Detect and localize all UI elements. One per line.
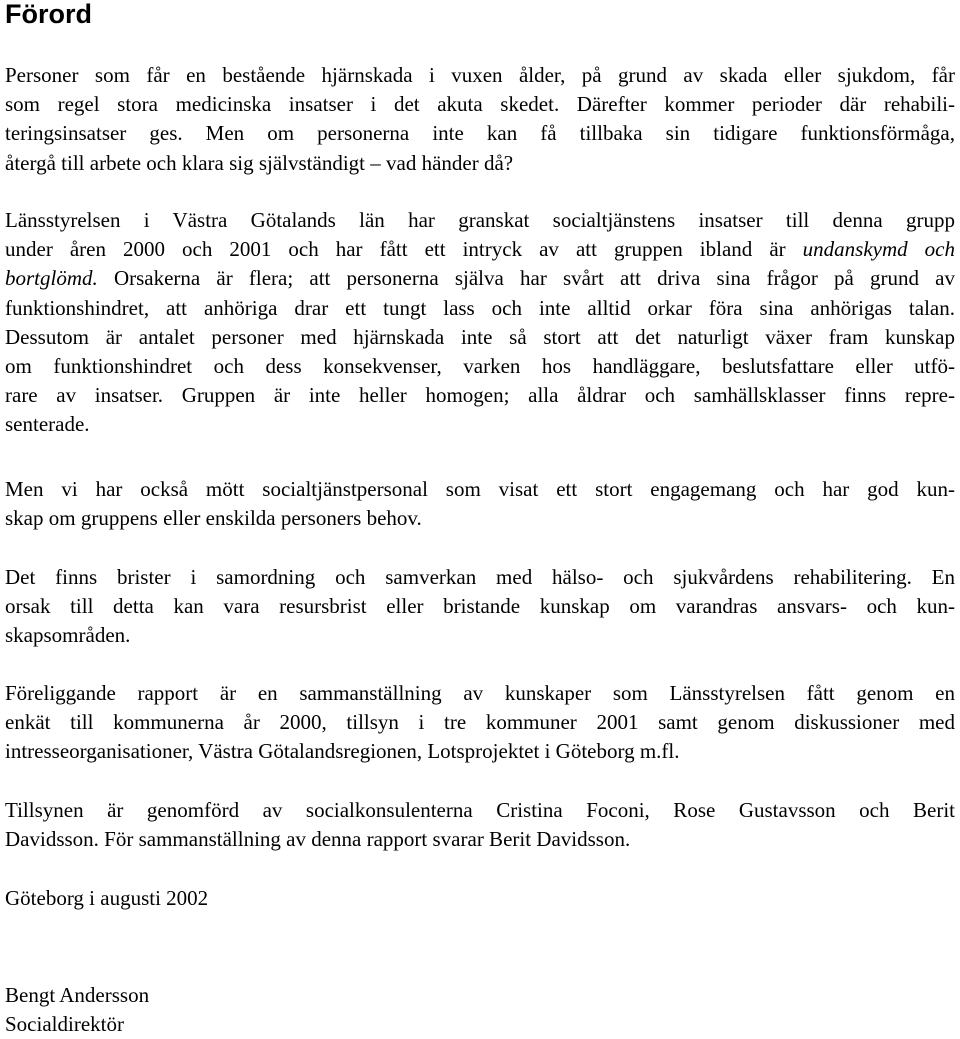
text-line: om funktionshindret och dess konsekvenser, varken hos handläggare, beslutsfattare eller utfö- bbox=[5, 354, 955, 379]
text-line bbox=[5, 264, 955, 293]
text-line: Det finns brister i samordning och samverkan med hälso- och sjukvårdens rehabilitering. En bbox=[5, 565, 955, 589]
text-line: Men vi har också mött socialtjänstpersonal som visat ett stort engagemang och har god kun- bbox=[5, 477, 955, 501]
text-segment: under åren 2000 och 2001 och har fått ett intryck av att gruppen ibland är bbox=[5, 237, 803, 262]
text-line bbox=[5, 235, 955, 264]
text-line: teringsinsatser ges. Men om personerna inte kan få tillbaka sin tidigare funktionsförmåga, bbox=[5, 121, 955, 146]
paragraph-report bbox=[5, 679, 955, 767]
signature-name: Bengt Andersson bbox=[5, 983, 150, 1007]
signature-block bbox=[5, 981, 955, 1039]
paragraph-engagement bbox=[5, 475, 955, 533]
text-line: Tillsynen är genomförd av socialkonsulenterna Cristina Foconi, Rose Gustavsson och Berit bbox=[5, 798, 955, 822]
text-line: Dessutom är antalet personer med hjärnskada inte så stort att det naturligt växer fram kunskap bbox=[5, 324, 955, 349]
place-date-text: Göteborg i augusti 2002 bbox=[5, 886, 209, 910]
text-line: funktionshindret, att anhöriga drar ett tungt lass och inte alltid orkar föra sina anhörigas talan. bbox=[5, 295, 955, 320]
text-line: Föreliggande rapport är en sammanställning av kunskaper som Länsstyrelsen fått genom en bbox=[5, 681, 955, 705]
text-line: orsak till detta kan vara resursbrist eller bristande kunskap om varandras ansvars- och kun- bbox=[5, 594, 955, 619]
emphasis-text: undanskymd och bbox=[802, 237, 955, 262]
text-line: skap om gruppens eller enskilda personers behov. bbox=[5, 506, 422, 531]
text-segment: Orsakerna är flera; att personerna själva har svårt att driva sina frågor på grund av bbox=[97, 266, 955, 291]
text-line: senterade. bbox=[5, 412, 90, 437]
page-title: Förord bbox=[5, 0, 92, 29]
text-line: Davidsson. För sammanställning av denna rapport svarar Berit Davidsson. bbox=[5, 827, 631, 852]
place-date bbox=[5, 884, 955, 913]
paragraph-intro bbox=[5, 61, 955, 178]
text-line: som regel stora medicinska insatser i det akuta skedet. Därefter kommer perioder där rehabili- bbox=[5, 92, 955, 117]
text-line: Länsstyrelsen i Västra Götalands län har granskat socialtjänstens insatser till denna grupp bbox=[5, 208, 955, 232]
signature-title: Socialdirektör bbox=[5, 1012, 124, 1037]
text-line: enkät till kommunerna år 2000, tillsyn i tre kommuner 2001 samt genom diskussioner med bbox=[5, 710, 955, 735]
text-line: rare av insatser. Gruppen är inte heller homogen; alla åldrar och samhällsklasser finns repre- bbox=[5, 383, 955, 408]
paragraph-supervision bbox=[5, 796, 955, 854]
text-line: skapsområden. bbox=[5, 623, 131, 648]
text-line: återgå till arbete och klara sig självständigt – vad händer då? bbox=[5, 150, 514, 175]
text-line: Personer som får en bestående hjärnskada i vuxen ålder, på grund av skada eller sjukdom, får bbox=[5, 63, 955, 87]
paragraph-coordination bbox=[5, 563, 955, 651]
paragraph-review bbox=[5, 206, 955, 440]
text-line: intresseorganisationer, Västra Götalandsregionen, Lotsprojektet i Göteborg m.fl. bbox=[5, 739, 680, 764]
emphasis-text: bortglömd. bbox=[5, 266, 98, 291]
